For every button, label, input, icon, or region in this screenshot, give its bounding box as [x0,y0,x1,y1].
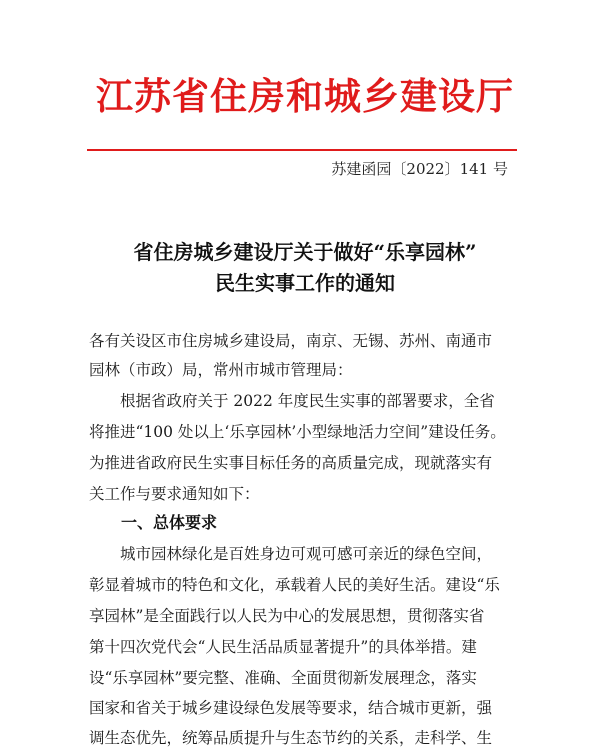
body-line: 将推进“100 处以上‘乐享园林’小型绿地活力空间”建设任务。 [89,423,506,441]
section-heading: 一、总体要求 [121,513,218,532]
document-title-line-1: 省住房城乡建设厅关于做好“乐享园林” [133,240,477,264]
section-line: 第十四次党代会“人民生活品质显著提升”的具体举措。建 [89,638,477,656]
body-line: 园林（市政）局，常州市城市管理局： [89,361,353,379]
document-number: 苏建函园〔2022〕141 号 [331,160,508,178]
document-title-line-2: 民生实事工作的通知 [215,271,395,295]
section-line: 设“乐享园林”要完整、准确、全面贯彻新发展理念，落实 [89,669,477,687]
body-line: 为推进省政府民生实事目标任务的高质量完成，现就落实有 [89,454,493,472]
letterhead-red-rule [87,149,517,151]
body-line: 关工作与要求通知如下： [89,485,260,503]
section-line: 调生态优先，统筹品质提升与生态节约的关系，走科学、生 [89,729,493,747]
section-line: 彰显着城市的特色和文化，承载着人民的美好生活。建设“乐 [89,576,500,594]
section-line: 国家和省关于城乡建设绿色发展等要求，结合城市更新，强 [89,699,493,717]
section-line: 城市园林绿化是百姓身边可观可感可亲近的绿色空间， [89,545,493,563]
section-line: 享园林”是全面践行以人民为中心的发展思想，贯彻落实省 [89,607,485,625]
body-line: 各有关设区市住房城乡建设局，南京、无锡、苏州、南通市 [89,332,493,350]
agency-letterhead: 江苏省住房和城乡建设厅 [96,74,514,118]
body-line: 根据省政府关于 2022 年度民生实事的部署要求，全省 [89,392,495,410]
